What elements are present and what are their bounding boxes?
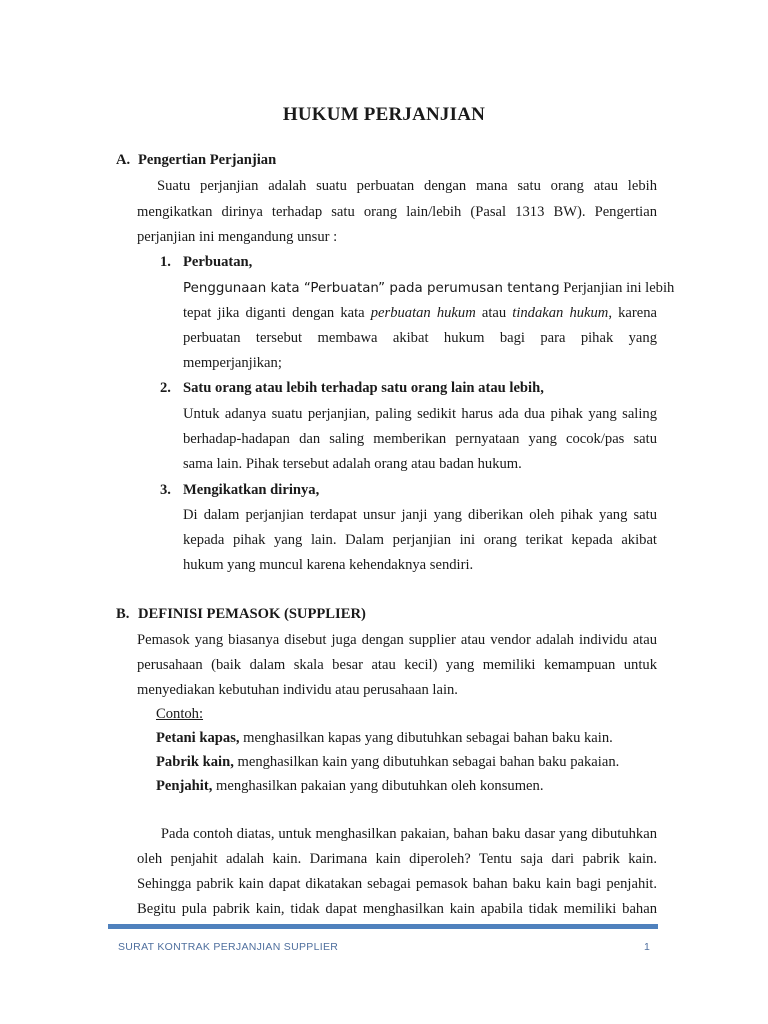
- item-1-number: 1.: [160, 254, 171, 270]
- item-3-line-3: hukum yang muncul karena kehendaknya sendiri.: [183, 557, 474, 573]
- item-2-number: 2.: [160, 380, 171, 396]
- item-1-line-2-b: atau: [475, 305, 513, 321]
- section-b-paragraph-line-3: Sehingga pabrik kain dapat dikatakan sebagai pemasok bahan baku kain bagi penjahit.: [137, 876, 657, 892]
- item-1-line-1-sans: Penggunaan kata “Perbuatan” pada perumusan tentang: [183, 281, 560, 296]
- item-2-heading: Satu orang atau lebih terhadap satu orang lain atau lebih,: [183, 380, 544, 396]
- item-2-line-1: Untuk adanya suatu perjanjian, paling sedikit harus ada dua pihak yang saling: [183, 406, 657, 422]
- footer-rule: [108, 924, 658, 929]
- example-item: [156, 777, 543, 795]
- item-1-term-tindakan-hukum: tindakan hukum: [512, 305, 609, 321]
- item-1-line-1-rest: Perjanjian ini lebih: [559, 280, 675, 296]
- item-1-line-3: perbuatan tersebut membawa akibat hukum bagi para pihak yang: [183, 330, 657, 346]
- section-b-intro-line-3: menyediakan kebutuhan individu atau perusahaan lain.: [137, 682, 458, 698]
- item-1-line-2-c: , karena: [608, 305, 657, 321]
- example-term: Petani kapas,: [156, 730, 240, 746]
- section-a-intro-line-1: Suatu perjanjian adalah suatu perbuatan dengan mana satu orang atau lebih: [157, 178, 657, 194]
- example-text: menghasilkan kapas yang dibutuhkan sebagai bahan baku kain.: [239, 730, 613, 746]
- item-3-line-1: Di dalam perjanjian terdapat unsur janji yang diberikan oleh pihak yang satu: [183, 507, 657, 523]
- item-1-line-4: memperjanjikan;: [183, 355, 282, 371]
- item-1-line-2: [183, 304, 657, 322]
- example-term: Pabrik kain,: [156, 754, 234, 770]
- example-item: [156, 753, 619, 771]
- item-3-heading: Mengikatkan dirinya,: [183, 482, 320, 498]
- footer-title: SURAT KONTRAK PERJANJIAN SUPPLIER: [118, 941, 339, 953]
- contoh-label: Contoh:: [156, 706, 204, 722]
- section-b-paragraph-line-2: oleh penjahit adalah kain. Darimana kain diperoleh? Tentu saja dari pabrik kain.: [137, 851, 657, 867]
- example-item: [156, 729, 613, 747]
- section-a-letter: A.: [116, 152, 131, 168]
- section-a-intro-line-2: mengikatkan dirinya terhadap satu orang lain/lebih (Pasal 1313 BW). Pengertian: [137, 204, 657, 220]
- example-text: menghasilkan kain yang dibutuhkan sebagai bahan baku pakaian.: [233, 754, 620, 770]
- item-2-line-3: sama lain. Pihak tersebut adalah orang atau badan hukum.: [183, 456, 522, 472]
- section-b-paragraph-line-1: Pada contoh diatas, untuk menghasilkan pakaian, bahan baku dasar yang dibutuhkan: [157, 826, 657, 842]
- section-b-intro-line-2: perusahaan (baik dalam skala besar atau kecil) yang memiliki kemampuan untuk: [137, 657, 657, 673]
- page-title: HUKUM PERJANJIAN: [282, 104, 486, 125]
- page-number: 1: [644, 941, 650, 953]
- section-b-letter: B.: [116, 606, 130, 622]
- section-b-intro-line-1: Pemasok yang biasanya disebut juga dengan supplier atau vendor adalah individu atau: [137, 632, 657, 648]
- item-2-line-2: berhadap-hadapan dan saling memberikan pernyataan yang cocok/pas satu: [183, 431, 657, 447]
- item-1-line-1: [183, 279, 675, 298]
- section-a-intro-line-3: perjanjian ini mengandung unsur :: [137, 229, 338, 245]
- item-1-heading: Perbuatan,: [183, 254, 253, 270]
- section-b-heading: DEFINISI PEMASOK (SUPPLIER): [138, 606, 366, 622]
- section-a-heading: Pengertian Perjanjian: [138, 152, 277, 168]
- section-b-paragraph-line-4: Begitu pula pabrik kain, tidak dapat menghasilkan kain apabila tidak memiliki bahan: [137, 901, 657, 917]
- example-term: Penjahit,: [156, 778, 213, 794]
- item-1-term-perbuatan-hukum: perbuatan hukum: [370, 305, 476, 321]
- item-3-line-2: kepada pihak yang lain. Dalam perjanjian ini orang terikat kepada akibat: [183, 532, 657, 548]
- example-text: menghasilkan pakaian yang dibutuhkan oleh konsumen.: [212, 778, 544, 794]
- item-1-line-2-a: tepat jika diganti dengan kata: [183, 305, 371, 321]
- item-3-number: 3.: [160, 482, 171, 498]
